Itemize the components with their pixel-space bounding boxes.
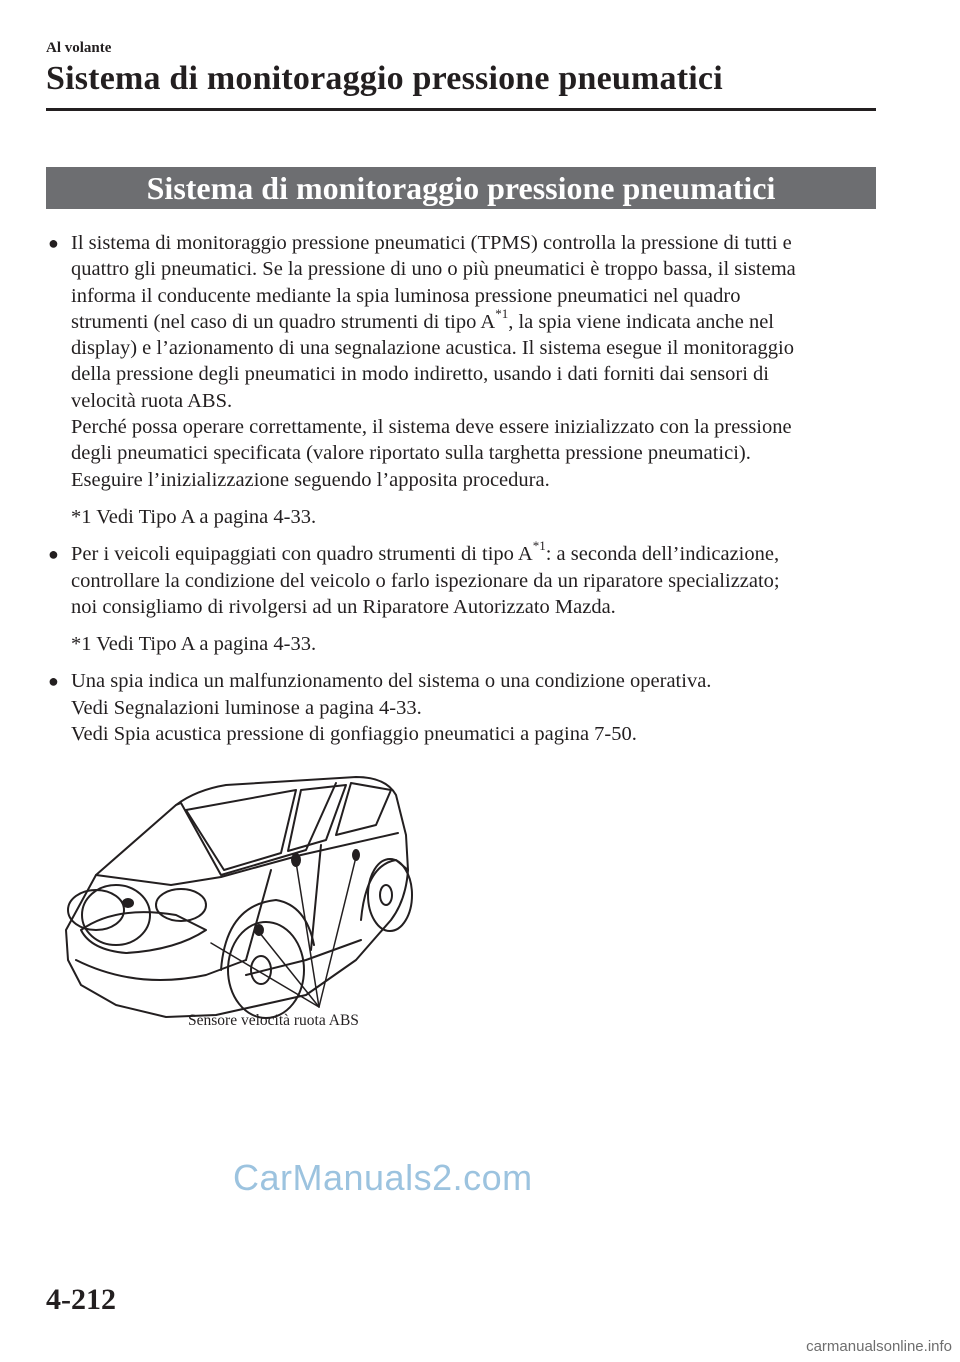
- door-line: [311, 845, 321, 950]
- bullet-3-line: Una spia indica un malfunzionamento del sistema o una condizione operativa.: [71, 670, 712, 693]
- bullet-1-line: informa il conducente mediante la spia luminosa pressione pneumatici nel quadro: [71, 284, 741, 307]
- headlight-right: [156, 889, 206, 921]
- title-rule: [46, 108, 876, 111]
- car-illustration: [56, 755, 416, 1055]
- footer-site-mark: carmanualsonline.info: [806, 1338, 952, 1355]
- bullet-2-text: Per i veicoli equipaggiati con quadro strumenti di tipo A: [71, 543, 533, 566]
- bullet-1-text: strumenti (nel caso di un quadro strumenti di tipo A: [71, 310, 496, 333]
- leader-line: [296, 862, 319, 1007]
- abs-sensor-front-right: [255, 925, 263, 935]
- side-window-rear: [288, 785, 346, 851]
- bullet-1-line: Il sistema di monitoraggio pressione pneumatici (TPMS) controlla la pressione di tutti e: [71, 232, 792, 254]
- watermark: CarManuals2.com: [233, 1157, 533, 1198]
- leader-line: [319, 857, 356, 1007]
- page-title: Sistema di monitoraggio pressione pneumatici: [46, 60, 723, 97]
- section-banner: Sistema di monitoraggio pressione pneumatici: [46, 167, 876, 209]
- bullet-3-line: Vedi Spia acustica pressione di gonfiaggio pneumatici a pagina 7-50.: [71, 723, 637, 746]
- bullet-2-line: noi consigliamo di rivolgersi ad un Riparatore Autorizzato Mazda.: [71, 595, 616, 618]
- bullet-dot-icon: ●: [48, 544, 59, 565]
- bullet-dot-icon: ●: [48, 671, 59, 692]
- bullet-2-line: controllare la condizione del veicolo o farlo ispezionare da un riparatore specializzato;: [71, 569, 780, 592]
- bullet-1-line: quattro gli pneumatici. Se la pressione di uno o più pneumatici è troppo bassa, il sistema: [71, 258, 796, 281]
- door-line: [246, 870, 271, 960]
- bullet-1-line: [71, 306, 876, 335]
- bullet-1-line: display) e l’azionamento di una segnalazione acustica. Il sistema esegue il monitoraggio: [71, 337, 794, 360]
- bullet-2-line: [71, 538, 876, 567]
- footnote: *1 Vedi Tipo A a pagina 4-33.: [71, 633, 317, 656]
- bullet-item-3: [46, 668, 876, 747]
- bullet-1-text: , la spia viene indicata anche nel: [508, 310, 774, 333]
- bullet-3-line: Vedi Segnalazioni luminose a pagina 4-33.: [71, 696, 422, 719]
- bullet-1-line: Eseguire l’inizializzazione seguendo l’apposita procedura.: [71, 468, 550, 491]
- bullet-1-line: Perché possa operare correttamente, il sistema deve essere inizializzato con la pressione: [71, 416, 792, 439]
- rear-wheel-hub: [380, 885, 392, 905]
- bullet-item-2: [46, 538, 876, 620]
- footnote: *1 Vedi Tipo A a pagina 4-33.: [71, 505, 317, 528]
- bullet-1-line: della pressione degli pneumatici in modo indiretto, usando i dati forniti dai sensori di: [71, 363, 770, 386]
- page-number: 4-212: [46, 1283, 116, 1316]
- breadcrumb: Al volante: [46, 40, 112, 56]
- bullet-dot-icon: ●: [48, 233, 59, 253]
- bullet-1-line: velocità ruota ABS.: [71, 389, 233, 412]
- footnote-ref: *1: [532, 538, 546, 554]
- body-content: [46, 230, 876, 747]
- hood-line: [96, 833, 398, 885]
- bullet-1-line: degli pneumatici specificata (valore riportato sulla targhetta pressione pneumatici).: [71, 442, 751, 465]
- bullet-item-1: [46, 230, 876, 493]
- footnote-ref: *1: [495, 306, 509, 322]
- bullet-2-text: : a seconda dell’indicazione,: [545, 543, 780, 566]
- abs-sensor-front-left: [123, 899, 133, 907]
- figure-caption: Sensore velocità ruota ABS: [188, 1012, 359, 1029]
